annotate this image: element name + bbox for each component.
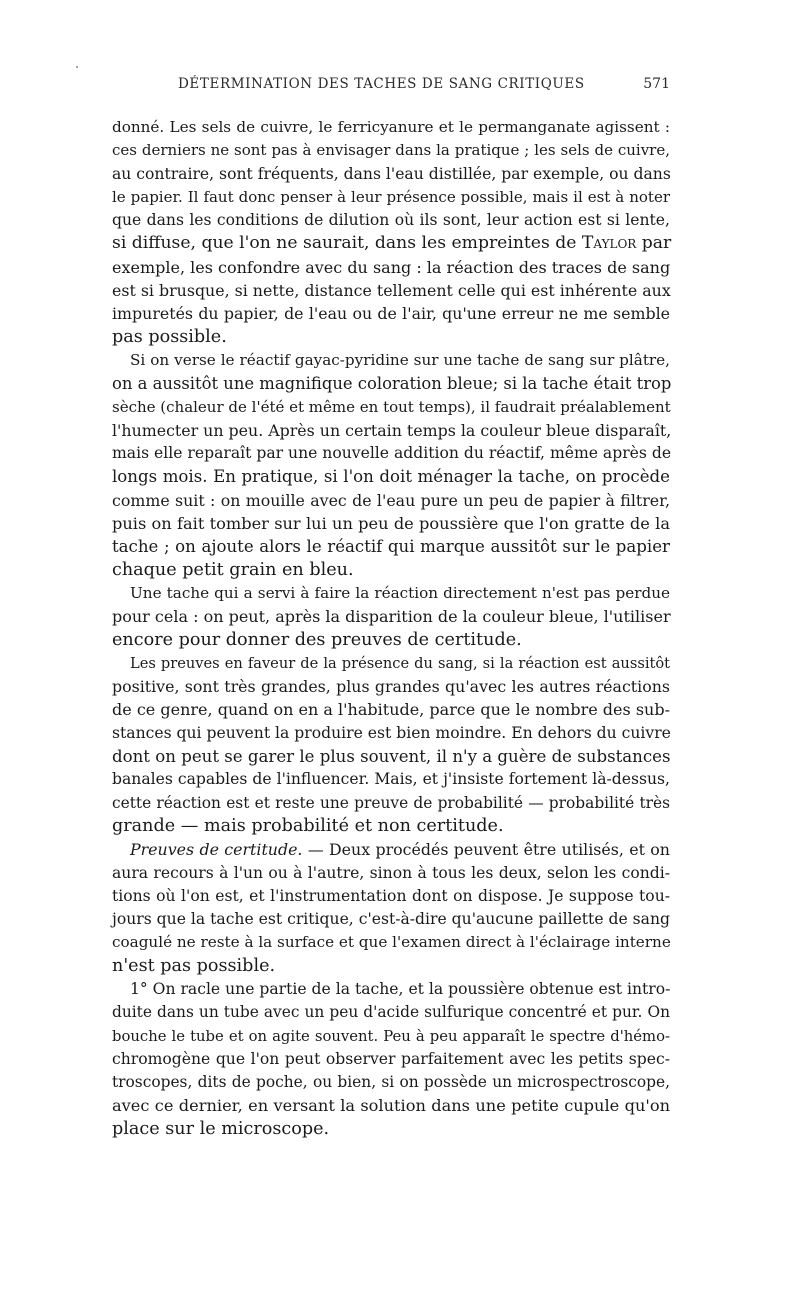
paper-speck xyxy=(76,66,78,68)
text-line: positive, sont très grandes, plus grandes qu'avec les autres réactions xyxy=(112,677,670,697)
body-text xyxy=(112,116,670,1141)
running-head: DÉTERMINATION DES TACHES DE SANG CRITIQUES xyxy=(178,76,585,92)
text-line: comme suit : on mouille avec de l'eau pure un peu de papier à filtrer, xyxy=(112,490,670,510)
text-line: que dans les conditions de dilution où ils sont, leur action est si lente, xyxy=(112,211,670,230)
text-line: sèche (chaleur de l'été et même en tout temps), il faudrait préalablement xyxy=(112,397,671,416)
text-line: bouche le tube et on agite souvent. Peu à peu apparaît le spectre d'hémo- xyxy=(112,1027,670,1045)
text-line: pas possible. xyxy=(112,326,227,347)
text-line: stances qui peuvent la produire est bien moindre. En dehors du cuivre xyxy=(112,723,671,742)
text-line: Les preuves en faveur de la présence du sang, si la réaction est aussitôt xyxy=(130,654,670,672)
text-line: encore pour donner des preuves de certitude. xyxy=(112,629,522,650)
text-line: on a aussitôt une magnifique coloration bleue; si la tache était trop xyxy=(112,374,672,394)
line-text: si diffuse, que l'on ne saurait, dans les empreintes de xyxy=(112,233,577,254)
text-line: chaque petit grain en bleu. xyxy=(112,559,354,580)
text-line: dont on peut se garer le plus souvent, il n'y a guère de substances xyxy=(112,747,671,767)
text-line: tache ; on ajoute alors le réactif qui marque aussitôt sur le papier xyxy=(112,537,670,557)
text-line: cette réaction est et reste une preuve de probabilité — probabilité très xyxy=(112,793,670,812)
line-text: — Deux procédés peuvent être utilisés, et on xyxy=(302,840,670,860)
text-line: pour cela : on peut, après la disparition de la couleur bleue, l'utiliser xyxy=(112,607,671,627)
text-line: impuretés du papier, de l'eau ou de l'air, qu'une erreur ne me semble xyxy=(112,304,670,324)
line-text: par xyxy=(636,233,672,254)
text-line xyxy=(112,232,670,255)
text-line: 1° On racle une partie de la tache, et la poussière obtenue est intro- xyxy=(130,979,671,998)
author-name: Taylor xyxy=(581,233,637,254)
text-line: place sur le microscope. xyxy=(112,1118,330,1139)
text-line: est si brusque, si nette, distance tellement celle qui est inhérente aux xyxy=(112,281,671,301)
text-line: le papier. Il faut donc penser à leur présence possible, mais il est à noter xyxy=(112,187,670,206)
page-header xyxy=(112,74,670,98)
text-line: coagulé ne reste à la surface et que l'examen direct à l'éclairage interne xyxy=(112,933,671,952)
text-line: duite dans un tube avec un peu d'acide sulfurique concentré et pur. On xyxy=(112,1003,670,1022)
text-line: mais elle reparaît par une nouvelle addition du réactif, même après de xyxy=(112,444,672,463)
text-line: troscopes, dits de poche, ou bien, si on possède un microspectroscope, xyxy=(112,1073,670,1092)
text-line: l'humecter un peu. Après un certain temps la couleur bleue disparaît, xyxy=(112,420,672,440)
text-line: chromogène que l'on peut observer parfaitement avec les petits spec- xyxy=(112,1049,670,1068)
text-line: banales capables de l'influencer. Mais, et j'insiste fortement là-dessus, xyxy=(112,770,670,789)
text-line: jours que la tache est critique, c'est-à-dire qu'aucune paillette de sang xyxy=(112,910,671,929)
text-line: exemple, les confondre avec du sang : la réaction des traces de sang xyxy=(112,257,671,277)
text-line: de ce genre, quand on en a l'habitude, parce que le nombre des sub- xyxy=(112,700,670,720)
text-line: au contraire, sont fréquents, dans l'eau distillée, par exemple, ou dans xyxy=(112,164,671,183)
text-line: avec ce dernier, en versant la solution dans une petite cupule qu'on xyxy=(112,1096,670,1116)
text-line: n'est pas possible. xyxy=(112,955,276,976)
text-line xyxy=(112,838,670,861)
text-line: grande — mais probabilité et non certitude. xyxy=(112,815,504,836)
text-line: longs mois. En pratique, si l'on doit ménager la tache, on procède xyxy=(112,467,670,487)
text-line: Une tache qui a servi à faire la réaction directement n'est pas perdue xyxy=(130,583,670,602)
text-line: ces derniers ne sont pas à envisager dans la pratique ; les sels de cuivre, xyxy=(112,141,670,160)
text-line: puis on fait tomber sur lui un peu de poussière que l'on gratte de la xyxy=(112,514,670,534)
section-heading-italic: Preuves de certitude. xyxy=(130,840,303,860)
text-line: aura recours à l'un ou à l'autre, sinon à tous les deux, selon les condi- xyxy=(112,863,670,882)
page-number: 571 xyxy=(643,76,670,92)
text-line: tions où l'on est, et l'instrumentation dont on dispose. Je suppose tou- xyxy=(112,886,670,905)
text-line: donné. Les sels de cuivre, le ferricyanure et le permanganate agissent : xyxy=(112,118,670,136)
text-line: Si on verse le réactif gayac-pyridine sur une tache de sang sur plâtre, xyxy=(130,350,670,369)
